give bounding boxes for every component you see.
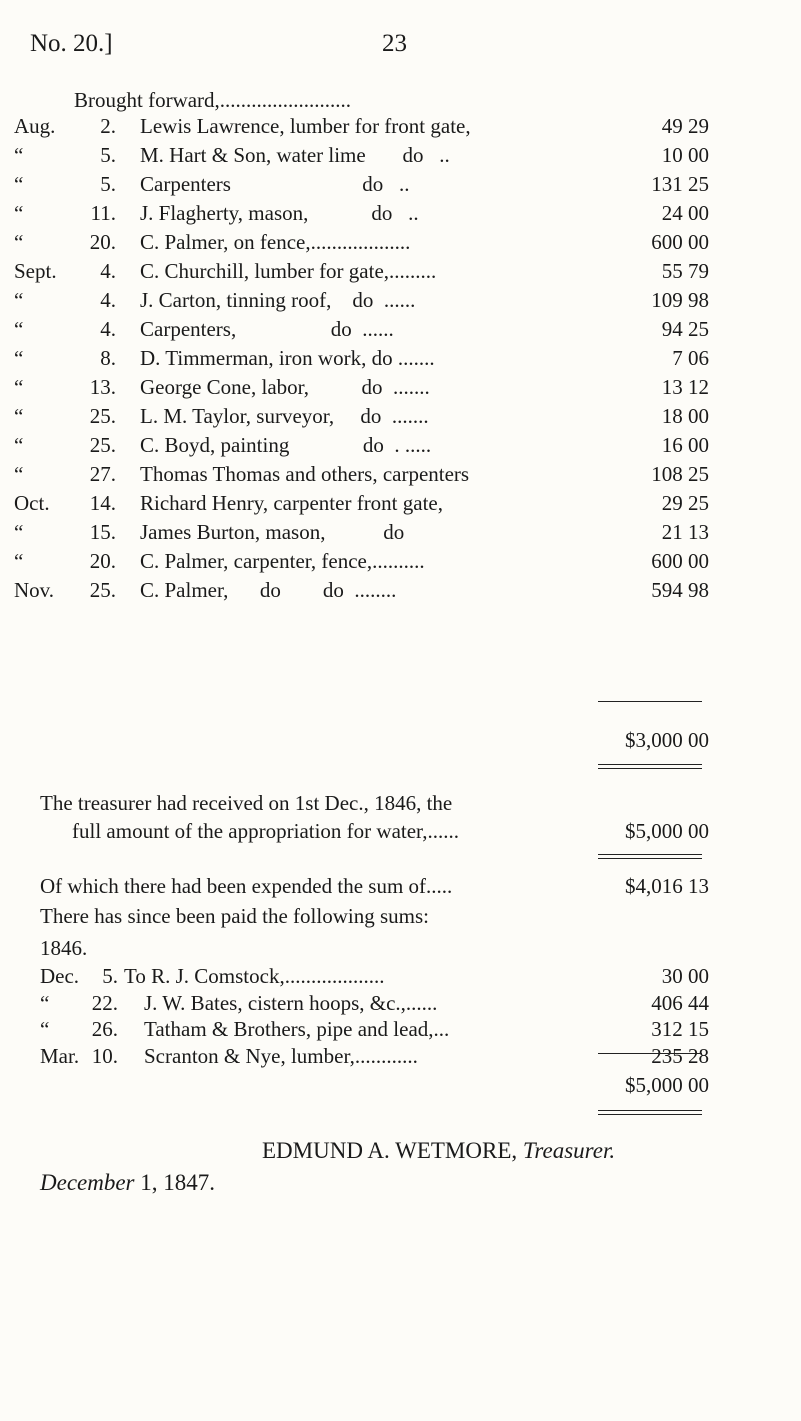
payment-date <box>40 1043 150 1069</box>
entry-description: Thomas Thomas and others, carpenters <box>140 462 470 486</box>
entry-description: C. Boyd, painting do . ..... <box>140 433 432 457</box>
entry-amount: 16 00 <box>661 433 709 457</box>
payment-day: 10. <box>91 1043 118 1068</box>
entry-date <box>14 142 124 168</box>
payment-day: 26. <box>91 1017 118 1041</box>
entry-day: 4. <box>100 259 116 283</box>
total-rule-bottom-2 <box>598 768 702 769</box>
entry-day: 13. <box>89 375 116 399</box>
entry-month: Oct. <box>14 491 50 515</box>
final-total-rule-bottom-1 <box>598 1110 702 1111</box>
payment-date <box>40 1016 150 1042</box>
entry-month: Nov. <box>14 578 55 602</box>
payment-month: Mar. <box>40 1043 80 1068</box>
entry-amount: 18 00 <box>661 404 709 428</box>
brought-forward-line: Brought forward,......................... <box>74 88 352 112</box>
payment-description: Tatham & Brothers, pipe and lead,... <box>144 1017 450 1041</box>
entry-description: C. Churchill, lumber for gate,......... <box>140 259 437 283</box>
page-number: 23 <box>382 30 407 57</box>
entry-date <box>14 490 124 516</box>
total-rule-bottom-1 <box>598 764 702 765</box>
received-rule-2 <box>598 858 702 859</box>
payment-description: J. W. Bates, cistern hoops, &c.,...... <box>144 990 438 1015</box>
entry-day: 25. <box>89 433 116 457</box>
entry-date <box>14 287 124 313</box>
entry-month: Aug. <box>14 114 56 138</box>
entry-month: “ <box>14 520 24 544</box>
entry-date <box>14 577 124 603</box>
received-amount: $5,000 00 <box>625 819 709 843</box>
total-amount: $3,000 00 <box>625 728 709 752</box>
entry-month: “ <box>14 375 24 399</box>
payment-description: To R. J. Comstock,................... <box>124 964 385 988</box>
entry-date <box>14 258 124 284</box>
entry-amount: 29 25 <box>661 491 709 515</box>
payment-amount: 30 00 <box>661 964 709 988</box>
page-header-left: No. 20.] <box>30 30 113 57</box>
total-rule-top <box>598 701 702 702</box>
entry-day: 25. <box>89 404 116 428</box>
entry-amount: 108 25 <box>651 462 709 486</box>
entry-date <box>14 171 124 197</box>
payment-day: 22. <box>91 990 118 1015</box>
entry-amount: 24 00 <box>661 201 709 225</box>
payment-day: 5. <box>102 964 118 988</box>
entry-description: D. Timmerman, iron work, do ....... <box>140 346 435 370</box>
entry-amount: 109 98 <box>651 288 709 312</box>
year-label: 1846. <box>40 936 88 960</box>
entry-description: Richard Henry, carpenter front gate, <box>140 491 443 515</box>
entry-day: 27. <box>89 462 116 486</box>
entry-day: 4. <box>100 317 116 341</box>
entry-description: M. Hart & Son, water lime do .. <box>140 143 450 167</box>
entry-description: C. Palmer, carpenter, fence,.......... <box>140 549 425 573</box>
entry-description: C. Palmer, on fence,................... <box>140 230 411 254</box>
entry-date <box>14 200 124 226</box>
payment-amount: 312 15 <box>651 1017 709 1041</box>
entry-amount: 7 06 <box>672 346 709 370</box>
entry-month: “ <box>14 288 24 312</box>
entry-description: Carpenters, do ...... <box>140 317 394 341</box>
entry-day: 25. <box>89 578 116 602</box>
entry-day: 20. <box>89 230 116 254</box>
payment-amount: 406 44 <box>651 990 709 1015</box>
entry-description: George Cone, labor, do ....... <box>140 375 430 399</box>
received-line-2: full amount of the appropriation for water,...... <box>72 819 459 843</box>
entry-month: “ <box>14 230 24 254</box>
entry-amount: 94 25 <box>661 317 709 341</box>
entry-description: Carpenters do .. <box>140 172 410 196</box>
entry-description: L. M. Taylor, surveyor, do ....... <box>140 404 429 428</box>
date-month: December <box>40 1170 135 1195</box>
entry-date <box>14 548 124 574</box>
final-total-rule-top <box>598 1053 702 1054</box>
entry-amount: 21 13 <box>661 520 709 544</box>
payment-month: “ <box>40 990 50 1015</box>
since-paid-line: There has since been paid the following sums: <box>40 904 429 928</box>
entry-amount: 131 25 <box>651 172 709 196</box>
entry-date <box>14 345 124 371</box>
entry-day: 2. <box>100 114 116 138</box>
entry-month: “ <box>14 462 24 486</box>
entry-amount: 594 98 <box>651 578 709 602</box>
payment-date <box>40 990 150 1016</box>
entry-day: 20. <box>89 549 116 573</box>
expended-line: Of which there had been expended the sum of..... <box>40 874 453 898</box>
entry-description: C. Palmer, do do ........ <box>140 578 397 602</box>
entry-day: 8. <box>100 346 116 370</box>
payment-month: “ <box>40 1017 50 1041</box>
entry-month: “ <box>14 201 24 225</box>
entry-day: 11. <box>90 201 116 225</box>
payment-description: Scranton & Nye, lumber,............ <box>144 1043 418 1068</box>
entry-date <box>14 229 124 255</box>
entry-date <box>14 316 124 342</box>
entry-date <box>14 113 124 139</box>
entry-amount: 600 00 <box>651 549 709 573</box>
entry-description: James Burton, mason, do <box>140 520 405 544</box>
entry-date <box>14 461 124 487</box>
date-rest: 1, 1847. <box>140 1170 216 1195</box>
received-line-1: The treasurer had received on 1st Dec., 1846, the <box>40 791 453 815</box>
entry-amount: 55 79 <box>661 259 709 283</box>
entry-day: 15. <box>89 520 116 544</box>
entry-month: “ <box>14 346 24 370</box>
entry-day: 5. <box>100 143 116 167</box>
entry-month: “ <box>14 317 24 341</box>
treasurer-name: EDMUND A. WETMORE, <box>262 1138 518 1163</box>
final-total-amount: $5,000 00 <box>625 1073 709 1097</box>
entry-date <box>14 432 124 458</box>
entry-description: J. Carton, tinning roof, do ...... <box>140 288 416 312</box>
entry-month: “ <box>14 172 24 196</box>
entry-amount: 10 00 <box>661 143 709 167</box>
payment-month: Dec. <box>40 964 80 988</box>
signature-block <box>262 1138 615 1164</box>
entry-date <box>14 519 124 545</box>
entry-day: 4. <box>100 288 116 312</box>
entry-amount: 49 29 <box>661 114 709 138</box>
payment-amount: 235 28 <box>651 1043 709 1068</box>
entry-month: “ <box>14 433 24 457</box>
entry-month: Sept. <box>14 259 57 283</box>
entry-date <box>14 374 124 400</box>
treasurer-title: Treasurer. <box>522 1138 616 1163</box>
entry-day: 5. <box>100 172 116 196</box>
entry-description: J. Flagherty, mason, do .. <box>140 201 419 225</box>
date-line <box>40 1170 215 1196</box>
entry-description: Lewis Lawrence, lumber for front gate, <box>140 114 471 138</box>
final-total-rule-bottom-2 <box>598 1114 702 1115</box>
entry-amount: 600 00 <box>651 230 709 254</box>
entry-date <box>14 403 124 429</box>
entry-month: “ <box>14 404 24 428</box>
entry-day: 14. <box>89 491 116 515</box>
entry-month: “ <box>14 549 24 573</box>
expended-amount: $4,016 13 <box>625 874 709 898</box>
entry-amount: 13 12 <box>661 375 709 399</box>
entry-month: “ <box>14 143 24 167</box>
received-rule-1 <box>598 854 702 855</box>
